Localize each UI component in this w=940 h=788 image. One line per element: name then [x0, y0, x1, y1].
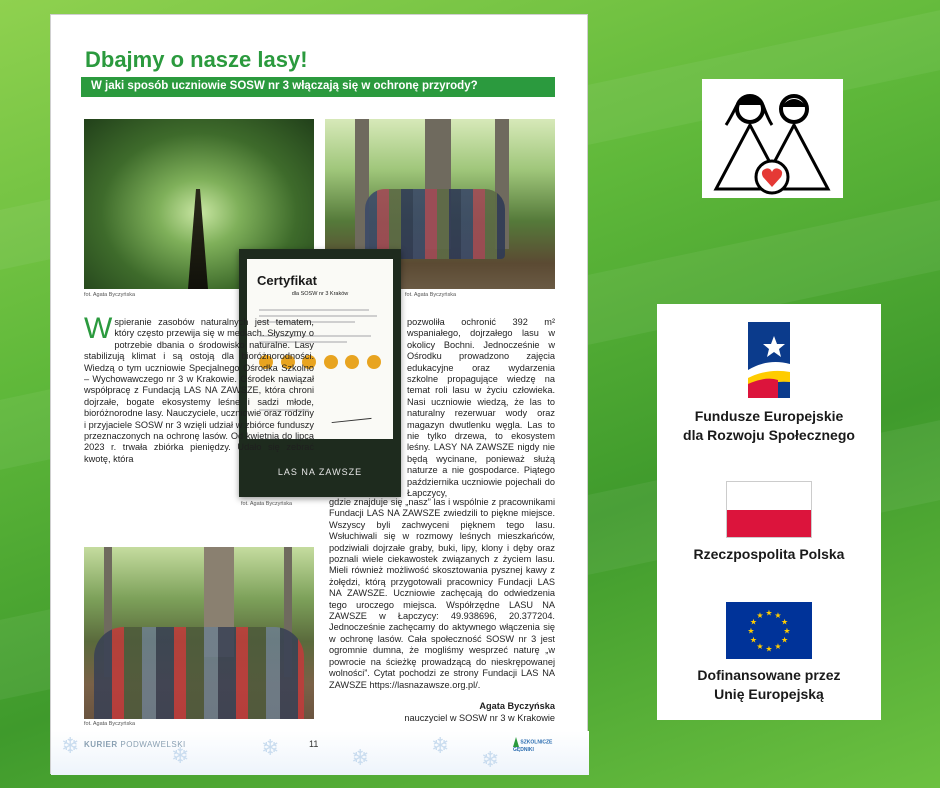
eu-label-line2: Unię Europejską — [714, 686, 824, 702]
article-text: spieranie zasobów naturalnych jest tematem, który często przewija się w mediach. Słyszymy o potrzebie dbania o środowisko naturalne. Lasy stabilizują klimat i są ostoją dla bioróżnorodności. Wiedzą o tym uczniowie Specjalnego Ośrodka Szkolno – Wychowawczego nr 3 w Krakowie. Ośrodek nawiązał współpracę z Fundacją LAS NA ZAWSZE, która chroni dojrzałe, bogate ekosystemy leśne i sadzi młode, bioróżnorodne lasy. Nauczyciele, uczniowie oraz rodziny i przyjaciele SOSW nr 3 wzięli udział w zbiórce funduszy przeznaczonych na ochronę lasów. Od kwietnia do lipca 2023 r. trwała zbiórka pieniędzy. Udało się zebrać kwotę, która — [84, 317, 314, 464]
two-figures-heart-icon — [702, 79, 843, 198]
photo-credit: fot. Agata Byczyńska — [241, 501, 293, 507]
snowflake-icon: ❄ — [431, 733, 450, 758]
snowflake-icon: ❄ — [171, 743, 190, 768]
article-subtitle: W jaki sposób uczniowie SOSW nr 3 włączają się w ochronę przyrody? — [81, 77, 555, 97]
article-title: Dbajmy o nasze lasy! — [85, 47, 308, 72]
fe-label-line2: dla Rozwoju Społecznego — [683, 427, 855, 443]
photo-students-in-forest — [84, 547, 314, 719]
magazine-name-bold: KURIER — [84, 740, 118, 749]
author-name: Agata Byczyńska — [479, 701, 555, 711]
eu-star-icon: ★ — [756, 642, 764, 652]
eu-star-icon: ★ — [747, 626, 755, 636]
snowflake-icon: ❄ — [351, 745, 370, 770]
eu-star-icon: ★ — [783, 626, 791, 636]
certificate-badge-icon — [367, 355, 381, 369]
certificate-text-line — [259, 309, 369, 311]
eu-star-icon: ★ — [765, 608, 773, 618]
photo-credit: fot. Agata Byczyńska — [84, 721, 136, 727]
photo-credit: fot. Agata Byczyńska — [405, 292, 457, 298]
fe-label-line1: Fundusze Europejskie — [694, 408, 844, 424]
eu-star-icon: ★ — [749, 635, 757, 645]
funding-panel — [657, 304, 881, 720]
eu-star-icon: ★ — [765, 644, 773, 654]
page-number: 11 — [309, 739, 319, 749]
fundusze-europejskie-logo-icon — [748, 322, 790, 398]
eu-label-line1: Dofinansowane przez — [697, 667, 841, 683]
certificate-brand: LAS NA ZAWSZE — [277, 467, 363, 477]
tree-icon — [513, 737, 519, 747]
article-column-left — [84, 312, 314, 465]
publisher-logo-text: SZKOLNICZE GĘDNIKI — [513, 739, 553, 753]
certificate-title: Certyfikat — [257, 273, 317, 288]
organization-logo — [702, 79, 843, 198]
students-group-shape — [94, 627, 304, 719]
certificate-signature — [330, 407, 371, 423]
photo-credit: fot. Agata Byczyńska — [84, 292, 136, 298]
certificate-badge-icon — [345, 355, 359, 369]
eu-star-icon: ★ — [781, 617, 789, 627]
author-role: nauczyciel w SOSW nr 3 w Krakowie — [404, 713, 555, 723]
tree-trunk-shape — [188, 189, 208, 289]
certificate-recipient: dla SOSW nr 3 Kraków — [291, 291, 349, 297]
snowflake-icon: ❄ — [481, 747, 500, 772]
eu-flag-icon — [726, 602, 812, 659]
poland-flag-icon — [726, 481, 812, 538]
magazine-name-rest: PODWAWELSKI — [117, 740, 186, 749]
eu-star-icon: ★ — [774, 610, 782, 620]
eu-star-icon: ★ — [749, 617, 757, 627]
drop-cap: W — [84, 312, 113, 345]
article-column-bottom: gdzie znajduje się „nasz” las i wspólnie z pracownikami Fundacji LAS NA ZAWSZE zwiedzili to piękne miejsce. Wszyscy byli zachwyceni pięknem tego lasu. Wsłuchiwali się w rozmowy leśnych mieszkańców, podziwiali dojrzałe graby, buki, lipy, klony i dęby oraz poznali wiele ciekawostek związanych z życiem lasu. Mieli również możliwość skosztowania pysznej kawy z żołędzi, którą przygotowali pracownicy Fundacji LAS NA ZAWSZE. Uczniowie zachęcają do odwiedzenia tego uroczego miejsca. Współrzędne LASU NA ZAWSZE w Łapczycy: 49.938696, 20.377204. Jednocześnie zachęcamy do aktywnego włączenia się w ochronę lasów. Cała społeczność SOSW nr 3 jest ogromnie dumna, że mogliśmy wesprzeć naturę „w powrocie na ścieżkę prowadzącą do nieskrępowanej wolności”. Cytat pochodzi ze strony Fundacji LAS NA ZAWSZE https://lasnazawsze.org.pl/. — [329, 497, 555, 690]
snowflake-icon: ❄ — [261, 735, 280, 760]
magazine-name — [84, 740, 186, 749]
eu-star-icon: ★ — [781, 635, 789, 645]
snowflake-icon: ❄ — [61, 733, 80, 758]
certificate-badge-icon — [324, 355, 338, 369]
publisher-logo — [513, 737, 557, 759]
magazine-page — [50, 14, 588, 774]
page-footer — [51, 731, 589, 775]
pl-label: Rzeczpospolita Polska — [693, 546, 845, 562]
eu-star-icon: ★ — [774, 642, 782, 652]
eu-star-icon: ★ — [756, 610, 764, 620]
article-column-right: pozwoliła ochronić 392 m² wspaniałego, dojrzałego lasu w okolicy Bochni. Jednocześnie w Ośrodku prowadzono zajęcia edukacyjne oraz wydarzenia szkolne propagujące wiedzę na temat roli lasu w życiu człowieka. Nasi uczniowie wiedzą, że las to naturalny rezerwuar wody oraz magazyn dwutlenku węgla. Las to nie tylko drzewa, to ekosystem leśny. LASY NA ZAWSZE nigdy nie będą wycinane, ponieważ służą naturze a nie gospodarce. Piątego października uczniowie pojechali do Łapczycy, — [407, 317, 555, 499]
